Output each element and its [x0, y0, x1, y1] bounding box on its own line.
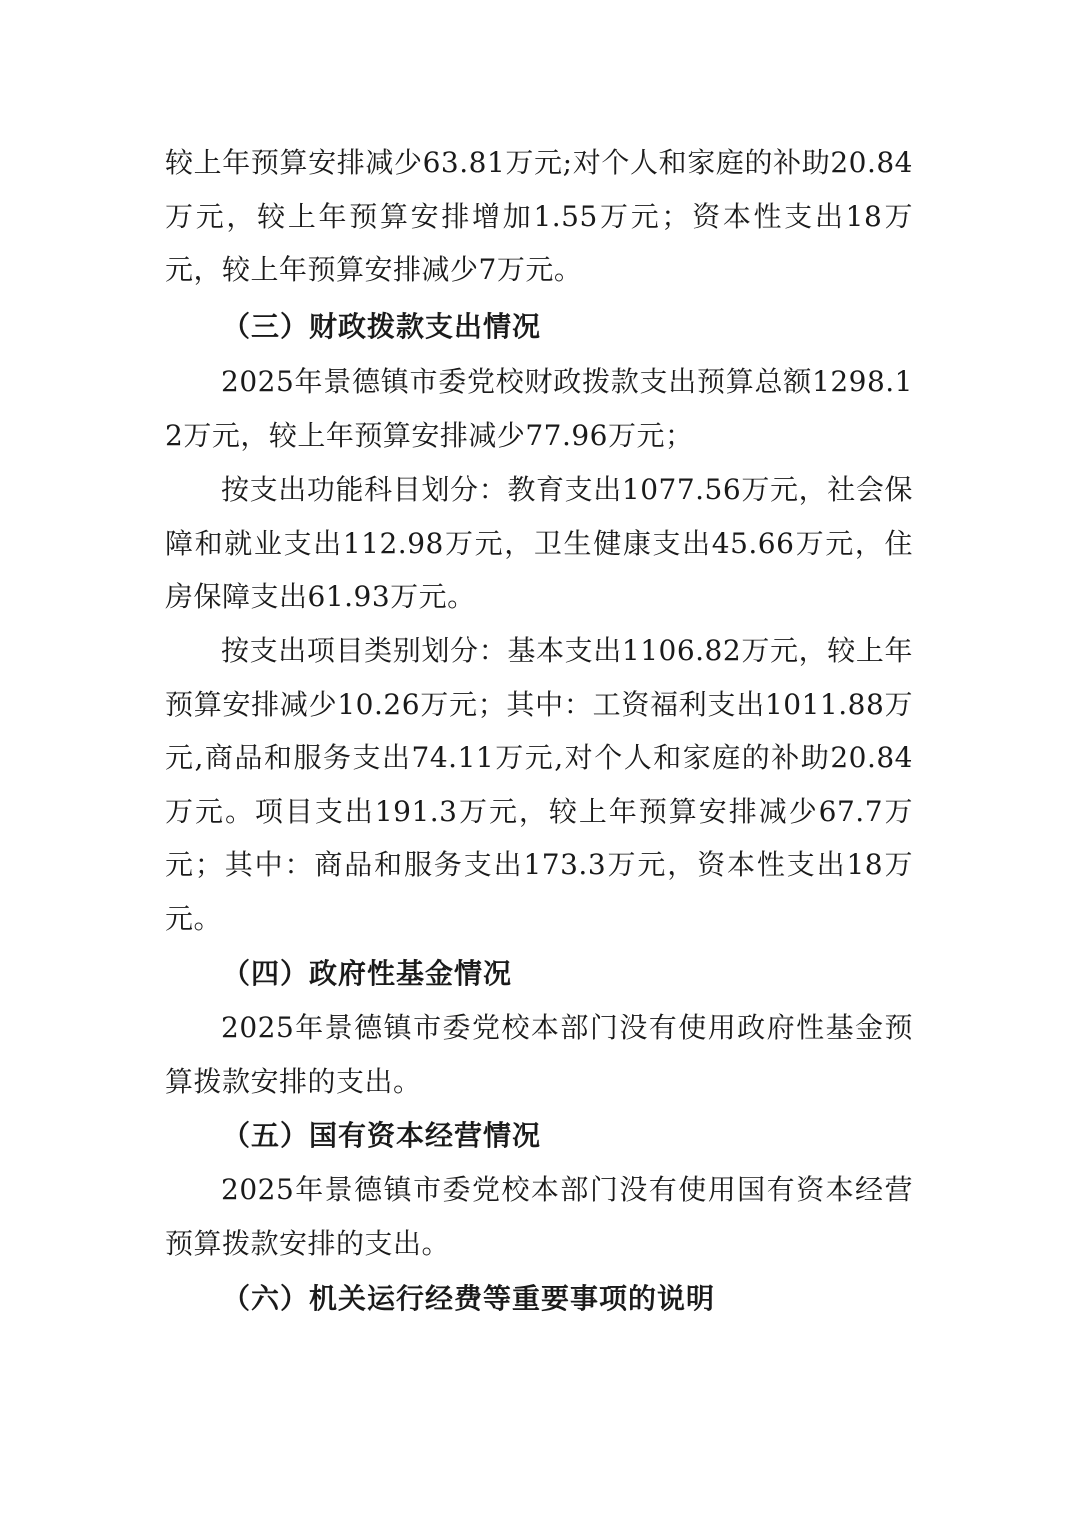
paragraph-3-1: 2025年景德镇市委党校财政拨款支出预算总额1298.12万元，较上年预算安排减少77.96万元； — [165, 365, 913, 452]
paragraph-3-2: 按支出功能科目划分：教育支出1077.56万元，社会保障和就业支出112.98万元，卫生健康支出45.66万元，住房保障支出61.93万元。 — [165, 473, 913, 613]
section-heading-6: （六）机关运行经费等重要事项的说明 — [222, 1282, 716, 1315]
section-heading-4: （四）政府性基金情况 — [222, 957, 513, 990]
paragraph-4-1: 2025年景德镇市委党校本部门没有使用政府性基金预算拨款安排的支出。 — [165, 1011, 913, 1098]
section-heading-5: （五）国有资本经营情况 — [222, 1119, 542, 1152]
paragraph-continued: 较上年预算安排减少63.81万元;对个人和家庭的补助20.84万元，较上年预算安排增加1.55万元；资本性支出18万元，较上年预算安排减少7万元。 — [165, 146, 913, 286]
section-heading-3: （三）财政拨款支出情况 — [222, 310, 542, 343]
paragraph-3-3: 按支出项目类别划分：基本支出1106.82万元，较上年预算安排减少10.26万元；其中：工资福利支出1011.88万元,商品和服务支出74.11万元,对个人和家庭的补助20.84万元。项目支出191.3万元，较上年预算安排减少67.7万元；其中：商品和服务支出173.3万元，资本性支出18万元。 — [165, 634, 913, 935]
paragraph-5-1: 2025年景德镇市委党校本部门没有使用国有资本经营预算拨款安排的支出。 — [165, 1173, 913, 1260]
